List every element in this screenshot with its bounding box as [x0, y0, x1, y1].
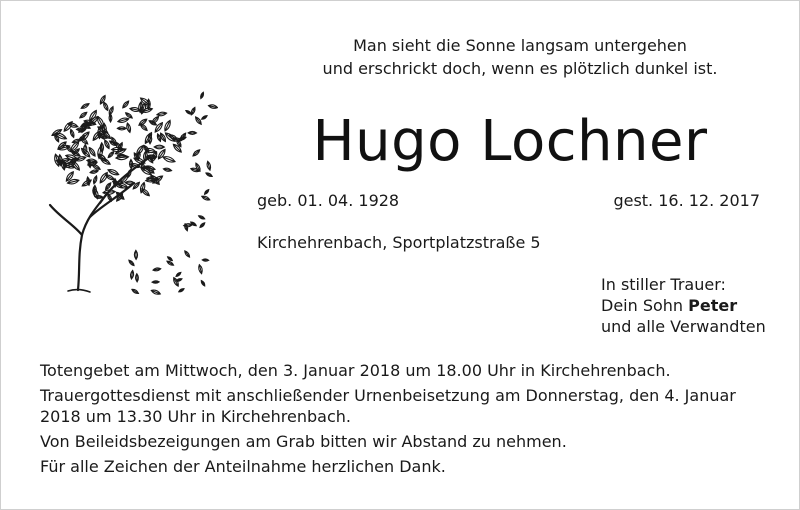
- leaf-mark: [199, 222, 205, 228]
- leaf-mark: [162, 155, 176, 164]
- leaf-mark: [131, 288, 139, 294]
- mourners-line-1: In stiller Trauer:: [601, 275, 726, 294]
- leaf-mark: [128, 259, 135, 266]
- leaf-mark: [151, 289, 161, 296]
- leaf-mark: [198, 215, 205, 220]
- service-text: Trauergottesdienst mit anschließender Urnenbeisetzung am Donnerstag, den 4. Januar 2018 um 13.30 Uhr in Kirchehrenbach.: [40, 386, 736, 426]
- leaf-mark: [208, 104, 218, 109]
- leaf-mark: [166, 260, 174, 266]
- tree-trunk: [50, 157, 150, 292]
- leaf-mark: [201, 115, 208, 120]
- leaf-mark: [107, 193, 113, 201]
- prayer-text: Totengebet am Mittwoch, den 3. Januar 2018 um 18.00 Uhr in Kirchehrenbach.: [40, 361, 671, 380]
- leaf-mark: [163, 119, 172, 131]
- deceased-name: Hugo Lochner: [312, 109, 708, 174]
- mourner-name: Peter: [688, 296, 738, 315]
- condolences-text: Von Beileidsbezeigungen am Grab bitten wir Abstand zu nehmen.: [40, 432, 567, 451]
- leaf-mark: [204, 189, 210, 195]
- leaf-mark: [198, 264, 203, 274]
- leaf-mark: [190, 107, 196, 116]
- leaf-mark: [153, 267, 161, 271]
- leaf-mark: [126, 123, 132, 133]
- leaf-mark: [202, 259, 209, 262]
- leaf-mark: [200, 92, 205, 99]
- leaf-mark: [125, 181, 135, 185]
- mourners-line-2: [601, 295, 766, 316]
- leaf-mark: [109, 114, 112, 122]
- leaf-mark: [117, 127, 126, 130]
- birth-date: geb. 01. 04. 1928: [257, 191, 400, 210]
- leaf-mark: [134, 250, 137, 259]
- leaf-mark: [172, 277, 179, 287]
- leaf-mark: [69, 129, 75, 138]
- leaf-mark: [205, 172, 213, 178]
- fallen-leaves: [128, 250, 209, 295]
- leaf-mark: [194, 116, 202, 125]
- leaf-mark: [188, 131, 196, 134]
- leaf-mark: [129, 159, 133, 168]
- mourners-prefix: Dein Sohn: [601, 296, 689, 315]
- leaf-mark: [118, 154, 127, 157]
- leaf-mark: [122, 100, 130, 109]
- memorial-quote: [280, 34, 760, 80]
- leaf-mark: [201, 195, 210, 201]
- leaf-mark: [147, 99, 151, 109]
- leaf-mark: [102, 101, 109, 111]
- leaf-mark: [184, 250, 191, 258]
- death-date: gest. 16. 12. 2017: [613, 191, 760, 210]
- leaf-mark: [178, 288, 184, 293]
- leaf-mark: [76, 128, 85, 131]
- leaf-mark: [107, 151, 115, 159]
- leaf-mark: [175, 272, 181, 278]
- windblown-tree-icon: [38, 85, 218, 300]
- leaf-mark: [130, 270, 134, 279]
- leaf-mark: [127, 169, 132, 178]
- funeral-notice: [40, 360, 762, 481]
- leaf-mark: [135, 274, 138, 282]
- mourners-block: [601, 274, 766, 337]
- leaf-mark: [92, 175, 97, 184]
- address: Kirchehrenbach, Sportplatzstraße 5: [257, 233, 541, 252]
- leaf-mark: [192, 149, 201, 158]
- thanks-text: Für alle Zeichen der Anteilnahme herzlichen Dank.: [40, 457, 446, 476]
- leaf-mark: [154, 145, 164, 149]
- leaf-mark: [90, 169, 99, 174]
- tree-leaves: [51, 92, 218, 231]
- mourners-line-3: und alle Verwandten: [601, 317, 766, 336]
- leaf-mark: [152, 281, 159, 284]
- leaf-mark: [79, 111, 88, 119]
- leaf-mark: [206, 161, 211, 171]
- quote-line-1: Man sieht die Sonne langsam untergehen: [353, 36, 687, 55]
- leaf-mark: [163, 167, 172, 172]
- quote-line-2: und erschrickt doch, wenn es plötzlich dunkel ist.: [322, 59, 718, 78]
- leaf-mark: [157, 111, 167, 116]
- leaf-mark: [80, 102, 90, 109]
- leaf-mark: [200, 280, 205, 287]
